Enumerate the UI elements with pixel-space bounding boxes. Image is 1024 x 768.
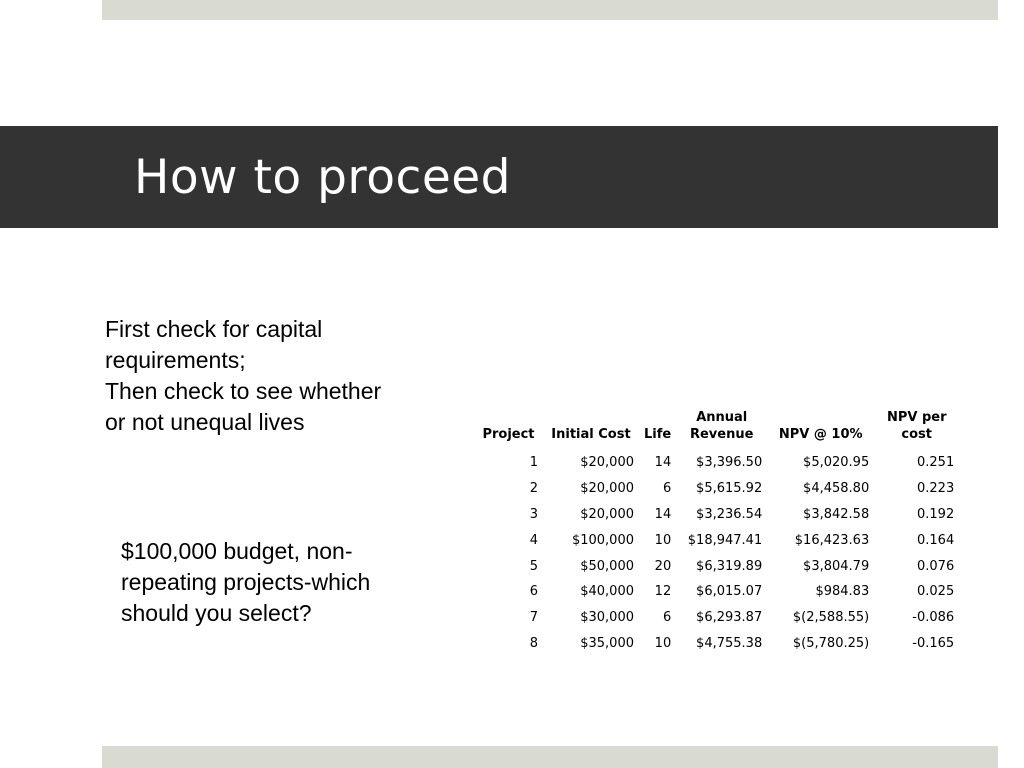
cell-project: 8 xyxy=(529,635,538,651)
cell-npv-per-cost: -0.165 xyxy=(912,635,955,651)
table-row xyxy=(474,605,959,631)
cell-life: 6 xyxy=(662,610,672,626)
cell-project: 6 xyxy=(529,584,538,600)
cell-npv: $984.83 xyxy=(815,584,870,600)
cell-initial-cost: $100,000 xyxy=(571,532,634,548)
cell-npv: $3,804.79 xyxy=(803,558,870,574)
cell-npv: $16,423.63 xyxy=(794,532,870,548)
cell-life: 12 xyxy=(654,584,672,600)
cell-npv: $3,842.58 xyxy=(803,506,870,522)
cell-npv: $5,020.95 xyxy=(803,455,870,471)
cell-annual-revenue: $3,236.54 xyxy=(696,506,763,522)
cell-initial-cost: $40,000 xyxy=(580,584,634,600)
cell-npv: $(5,780.25) xyxy=(792,635,870,651)
header-npv-per-cost: NPV per cost xyxy=(886,410,947,442)
cell-project: 3 xyxy=(529,506,538,522)
projects-table xyxy=(474,409,959,656)
table-row xyxy=(474,579,959,605)
cell-npv-per-cost: 0.223 xyxy=(917,481,955,497)
cell-annual-revenue: $6,293.87 xyxy=(696,610,763,626)
cell-initial-cost: $30,000 xyxy=(580,610,634,626)
cell-annual-revenue: $5,615.92 xyxy=(696,481,763,497)
table-row xyxy=(474,450,959,476)
cell-life: 10 xyxy=(654,532,672,548)
question-text xyxy=(121,536,421,629)
bottom-decorative-bar xyxy=(102,746,998,768)
header-annual-revenue: Annual Revenue xyxy=(689,410,754,442)
cell-annual-revenue: $3,396.50 xyxy=(696,455,763,471)
cell-initial-cost: $20,000 xyxy=(580,506,634,522)
cell-npv: $4,458.80 xyxy=(803,481,870,497)
cell-npv-per-cost: 0.251 xyxy=(917,455,955,471)
cell-npv-per-cost: -0.086 xyxy=(912,610,955,626)
instructions-text xyxy=(105,314,405,438)
question-line: $100,000 budget, non-repeating projects-which should you select? xyxy=(121,538,371,626)
table-header-row xyxy=(474,409,959,450)
cell-initial-cost: $20,000 xyxy=(580,481,634,497)
cell-annual-revenue: $6,319.89 xyxy=(696,558,763,574)
cell-annual-revenue: $18,947.41 xyxy=(687,532,763,548)
cell-project: 1 xyxy=(529,455,538,471)
cell-initial-cost: $35,000 xyxy=(580,635,634,651)
header-npv: NPV @ 10% xyxy=(778,427,863,442)
cell-life: 6 xyxy=(662,481,672,497)
table-row xyxy=(474,476,959,502)
instructions-line-1: First check for capital requirements; xyxy=(105,316,323,373)
cell-project: 5 xyxy=(529,558,538,574)
header-initial-cost: Initial Cost xyxy=(551,427,631,442)
slide-title: How to proceed xyxy=(134,150,511,205)
cell-npv-per-cost: 0.192 xyxy=(917,506,955,522)
cell-npv-per-cost: 0.025 xyxy=(917,584,955,600)
cell-life: 20 xyxy=(654,558,672,574)
table-row xyxy=(474,502,959,528)
cell-npv: $(2,588.55) xyxy=(792,610,870,626)
table-row xyxy=(474,527,959,553)
cell-npv-per-cost: 0.164 xyxy=(917,532,955,548)
cell-life: 10 xyxy=(654,635,672,651)
header-project: Project xyxy=(482,427,535,442)
cell-project: 4 xyxy=(529,532,538,548)
cell-project: 2 xyxy=(529,481,538,497)
table-row xyxy=(474,631,959,657)
table-row xyxy=(474,553,959,579)
instructions-line-2: Then check to see whether or not unequal lives xyxy=(105,378,382,435)
cell-initial-cost: $50,000 xyxy=(580,558,634,574)
header-life: Life xyxy=(644,427,672,442)
cell-life: 14 xyxy=(654,506,672,522)
cell-annual-revenue: $4,755.38 xyxy=(696,635,763,651)
table-body xyxy=(474,450,959,656)
cell-project: 7 xyxy=(529,610,538,626)
cell-npv-per-cost: 0.076 xyxy=(917,558,955,574)
cell-life: 14 xyxy=(654,455,672,471)
cell-initial-cost: $20,000 xyxy=(580,455,634,471)
top-decorative-bar xyxy=(102,0,998,20)
cell-annual-revenue: $6,015.07 xyxy=(696,584,763,600)
